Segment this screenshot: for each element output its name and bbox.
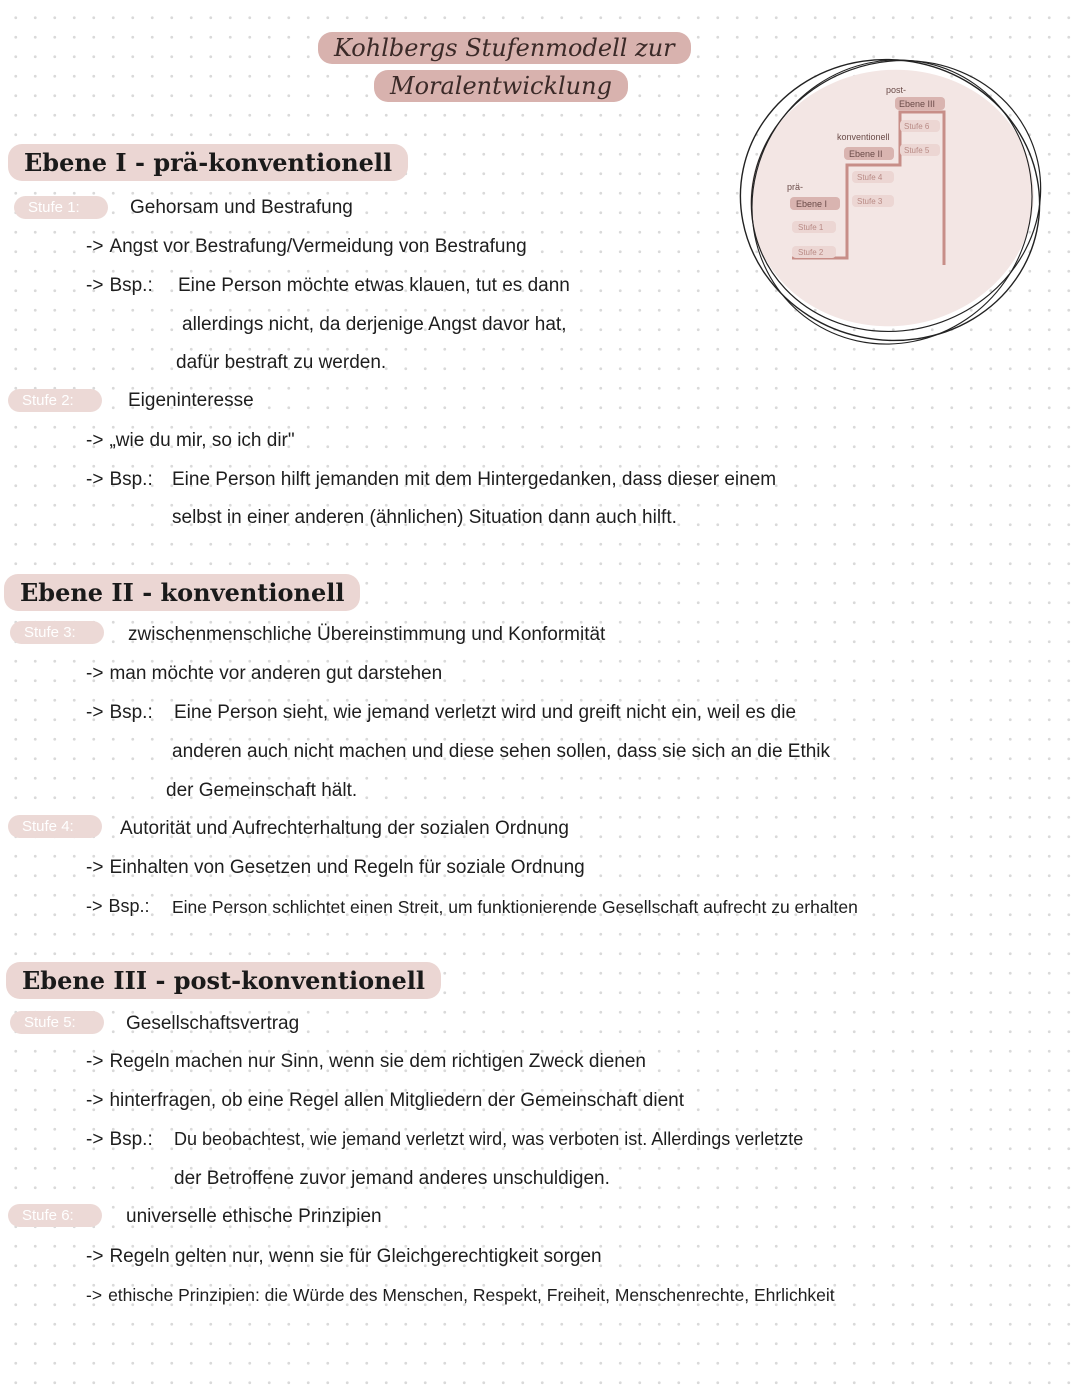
stage-5-title: Gesellschaftsvertrag: [126, 1013, 300, 1034]
stage-2-example-line-2: selbst in einer anderen (ähnlichen) Situation dann auch hilft.: [172, 507, 677, 528]
point-text: Regeln gelten nur, wenn sie für Gleichgerechtigkeit sorgen: [109, 1246, 602, 1267]
stage-6-title: universelle ethische Prinzipien: [126, 1206, 382, 1227]
stage-5-example: [86, 1129, 153, 1151]
arrow-icon: ->: [86, 857, 104, 878]
label-pre: prä-: [787, 182, 804, 192]
stage-2-example: [86, 469, 153, 491]
stage-3-badge: Stufe 3:: [10, 621, 104, 644]
ebene-3-label: Ebene III: [899, 99, 936, 109]
stage-1-point-1: [86, 236, 527, 258]
point-text: Einhalten von Gesetzen und Regeln für soziale Ordnung: [109, 857, 585, 878]
stage-4-title: Autorität und Aufrechterhaltung der sozialen Ordnung: [120, 818, 569, 839]
point-text: „wie du mir, so ich dir": [109, 430, 295, 451]
stage-1-example-line-3: dafür bestraft zu werden.: [176, 352, 387, 373]
stufe-3-label: Stufe 3: [857, 197, 883, 206]
stage-1-example: [86, 275, 153, 297]
stage-4-badge: Stufe 4:: [8, 815, 102, 838]
label-conv: konventionell: [837, 132, 890, 142]
stage-1-example-line-2: allerdings nicht, da derjenige Angst davor hat,: [182, 314, 567, 335]
stage-4-example-line-1: Eine Person schlichtet einen Streit, um funktionierende Gesellschaft aufrecht zu erhalten: [172, 897, 858, 917]
example-prefix: Bsp.:: [109, 469, 153, 490]
stage-3-example: [86, 702, 153, 724]
stage-1-title: Gehorsam und Bestrafung: [130, 197, 353, 218]
level-2-heading: Ebene II - konventionell: [4, 574, 360, 611]
title-line-2: Moralentwicklung: [374, 70, 628, 102]
arrow-icon: ->: [86, 1285, 103, 1305]
stage-3-example-line-2: anderen auch nicht machen und diese sehen sollen, dass sie sich an die Ethik: [172, 741, 831, 762]
stage-4-point-1: [86, 857, 585, 879]
arrow-icon: ->: [86, 430, 104, 451]
stage-5-badge: Stufe 5:: [10, 1011, 104, 1034]
arrow-icon: ->: [86, 896, 103, 916]
arrow-icon: ->: [86, 1051, 104, 1072]
stage-5-point-2: [86, 1090, 684, 1112]
arrow-icon: ->: [86, 1246, 104, 1267]
label-post: post-: [886, 85, 907, 95]
stufe-1-label: Stufe 1: [798, 223, 824, 232]
stage-6-badge: Stufe 6:: [8, 1204, 102, 1227]
stage-4-example: [86, 896, 150, 917]
stage-3-example-line-3: der Gemeinschaft hält.: [166, 780, 358, 801]
stufe-2-label: Stufe 2: [798, 248, 824, 257]
point-text: hinterfragen, ob eine Regel allen Mitgliedern der Gemeinschaft dient: [109, 1090, 685, 1111]
point-text: Regeln machen nur Sinn, wenn sie dem richtigen Zweck dienen: [109, 1051, 646, 1072]
example-prefix: Bsp.:: [109, 1129, 153, 1150]
arrow-icon: ->: [86, 1090, 104, 1111]
stage-3-title: zwischenmenschliche Übereinstimmung und Konformität: [128, 624, 606, 645]
stage-5-example-line-2: der Betroffene zuvor jemand anderes unschuldigen.: [174, 1168, 610, 1189]
arrow-icon: ->: [86, 275, 104, 296]
stage-2-example-line-1: Eine Person hilft jemanden mit dem Hintergedanken, dass dieser einem: [172, 469, 777, 490]
level-1-heading: Ebene I - prä-konventionell: [8, 144, 408, 181]
stufe-5-label: Stufe 5: [904, 146, 930, 155]
stage-2-title: Eigeninteresse: [128, 390, 254, 411]
stage-1-badge: Stufe 1:: [14, 196, 108, 219]
ebene-1-label: Ebene I: [796, 199, 828, 209]
arrow-icon: ->: [86, 236, 104, 257]
stage-5-example-line-1: Du beobachtest, wie jemand verletzt wird, was verboten ist. Allerdings verletzte: [174, 1129, 804, 1149]
stage-3-example-line-1: Eine Person sieht, wie jemand verletzt wird und greift nicht ein, weil es die: [174, 702, 797, 723]
arrow-icon: ->: [86, 1129, 104, 1150]
example-prefix: Bsp.:: [109, 275, 153, 296]
stage-5-point-1: [86, 1051, 646, 1073]
stage-6-point-2: [86, 1285, 835, 1306]
point-text: Angst vor Bestrafung/Vermeidung von Bestrafung: [109, 236, 527, 257]
stage-3-point-1: [86, 663, 442, 685]
ebene-2-label: Ebene II: [849, 149, 883, 159]
stage-2-point-1: [86, 430, 295, 452]
title-line-1: Kohlbergs Stufenmodell zur: [318, 32, 691, 64]
stage-1-example-line-1: Eine Person möchte etwas klauen, tut es dann: [178, 275, 570, 296]
arrow-icon: ->: [86, 702, 104, 723]
example-prefix: Bsp.:: [109, 702, 153, 723]
arrow-icon: ->: [86, 663, 104, 684]
stufe-6-label: Stufe 6: [904, 122, 930, 131]
example-prefix: Bsp.:: [108, 896, 150, 916]
point-text: man möchte vor anderen gut darstehen: [109, 663, 443, 684]
stairs-diagram: [732, 40, 1052, 350]
level-3-heading: Ebene III - post-konventionell: [6, 962, 441, 999]
arrow-icon: ->: [86, 469, 104, 490]
point-text: ethische Prinzipien: die Würde des Menschen, Respekt, Freiheit, Menschenrechte, Ehrlichkeit: [108, 1285, 835, 1305]
stage-2-badge: Stufe 2:: [8, 389, 102, 412]
stufe-4-label: Stufe 4: [857, 173, 883, 182]
stage-6-point-1: [86, 1246, 602, 1268]
